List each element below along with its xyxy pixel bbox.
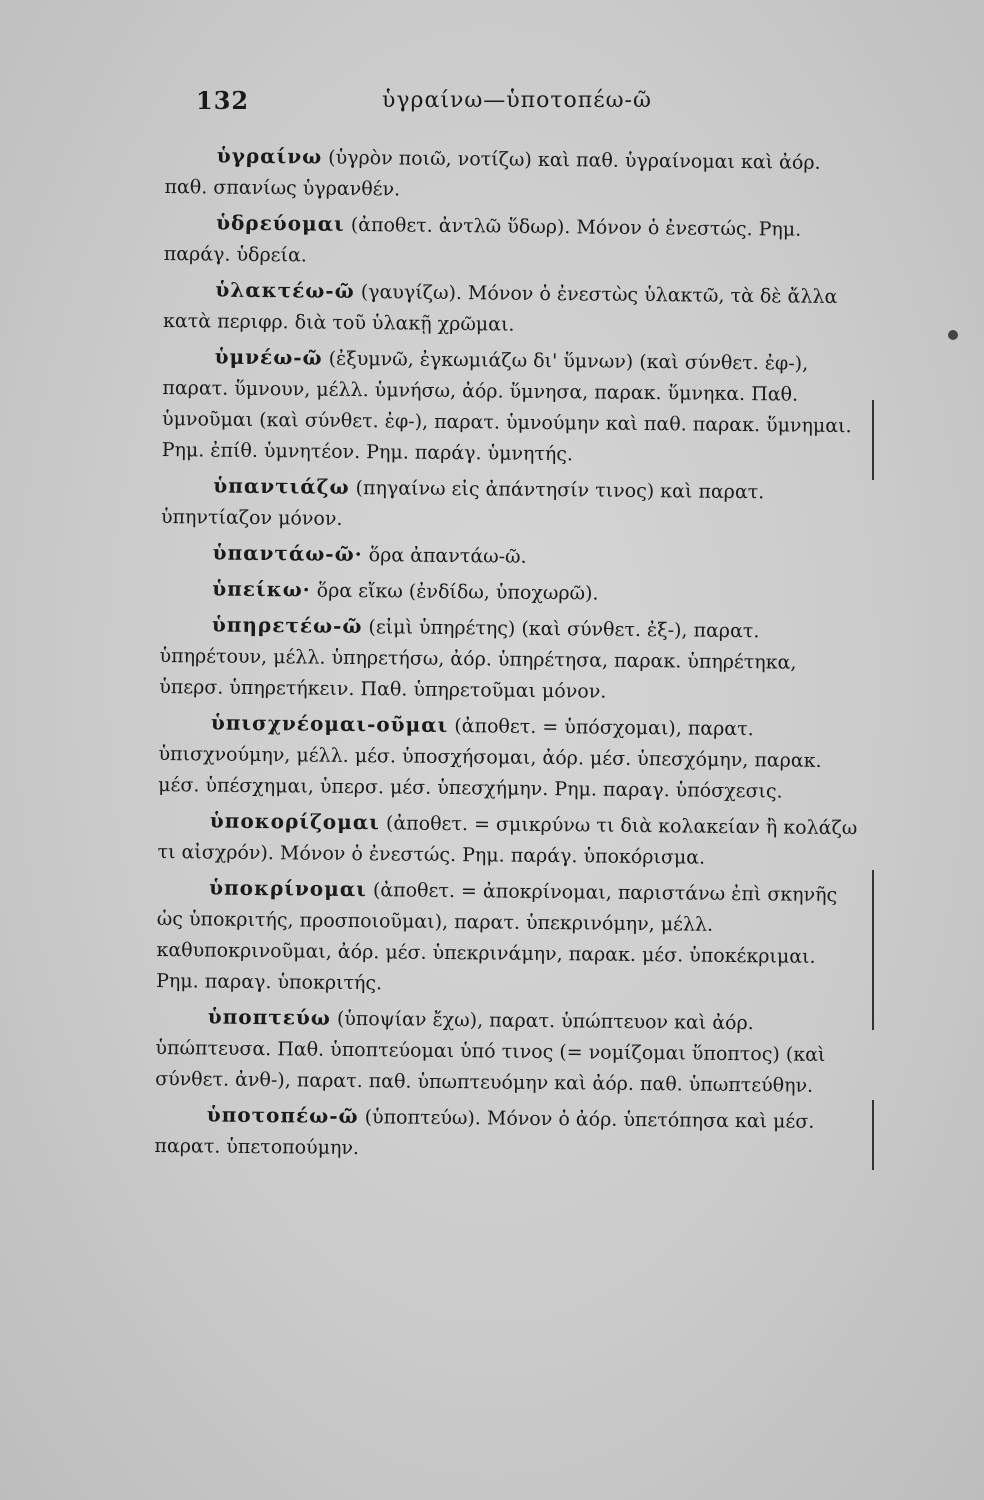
entry-text: (ὑγρὸν ποιῶ, νοτίζω) καὶ παθ. ὑγραίνομαι καὶ ἀόρ. παθ. σπανίως ὑγρανθέν.: [164, 146, 821, 201]
dictionary-entry: [154, 1099, 855, 1169]
entry-text: (πηγαίνω εἰς ἀπάντησίν τινος) καὶ παρατ. ὑπηντίαζον μόνον.: [160, 477, 765, 530]
headword: ὑμνέω-ῶ: [214, 344, 323, 370]
headword: ὑποτοπέω-ῶ: [206, 1102, 359, 1129]
entry-text: (ἀποθετ. ἀντλῶ ὕδωρ). Μόνον ὁ ἐνεστώς. Ρημ. παράγ. ὑδρεία.: [163, 213, 802, 267]
dictionary-entry: [164, 207, 865, 277]
dictionary-entry: [160, 573, 860, 612]
dictionary-body: [154, 140, 865, 1173]
headword: ὑπαντάω-ῶ·: [212, 540, 363, 567]
entry-text: ὅρα ἀπαντάω-ῶ.: [368, 544, 527, 568]
dictionary-entry: [156, 872, 857, 1004]
margin-rule: [872, 870, 874, 1030]
dictionary-entry: [157, 805, 858, 875]
margin-rule: [872, 400, 874, 480]
dictionary-entry: [161, 537, 861, 576]
entry-text: (ὑποψίαν ἔχω), παρατ. ὑπώπτευον καὶ ἀόρ. ὑπώπτευσα. Παθ. ὑποπτεύομαι ὑπό τινος (= νομίζομαι ὕποπτος) (καὶ σύνθετ. ἀνθ-), παρατ. παθ. ὑπωπτευόμην καὶ ἀόρ. παθ. ὑπωπτεύθην.: [155, 1007, 826, 1097]
entry-text: (εἰμὶ ὑπηρέτης) (καὶ σύνθετ. ἐξ-), παρατ. ὑπηρέτουν, μέλλ. ὑπηρετήσω, ἀόρ. ὑπηρέτησα, παρακ. ὑπηρέτηκα, ὑπερσ. ὑπηρετήκειν. Παθ. ὑπηρετοῦμαι μόνον.: [159, 616, 797, 703]
headword: ὑποκρίνομαι: [209, 875, 368, 902]
headword: ὑπαντιάζω: [213, 473, 350, 499]
entry-text: (ἀποθετ. = ὑπόσχομαι), παρατ. ὑπισχνούμην, μέλλ. μέσ. ὑποσχήσομαι, ἀόρ. μέσ. ὑπεσχόμην, παρακ. μέσ. ὑπέσχημαι, ὑπερσ. μέσ. ὑπεσχήμην. Ρημ. παραγ. ὑπόσχεσις.: [158, 715, 822, 803]
entry-text: (ἀποθετ. = ἀποκρίνομαι, παριστάνω ἐπὶ σκηνῆς ὡς ὑποκριτής, προσποιοῦμαι), παρατ. ὑπεκρινόμην, μέλλ. καθυποκρινοῦμαι, ἀόρ. μέσ. ὑπεκρινάμην, παρακ. μέσ. ὑποκέκριμαι. Ρημ. παραγ. ὑποκριτής.: [156, 879, 838, 995]
entry-text: (ἀποθετ. = σμικρύνω τι διὰ κολακείαν ἢ κολάζω τι αἰσχρόν). Μόνον ὁ ἐνεστώς. Ρημ. παράγ. ὑποκόρισμα.: [157, 812, 858, 869]
page-number: 132: [196, 86, 250, 115]
entry-text: (ἐξυμνῶ, ἐγκωμιάζω δι' ὕμνων) (καὶ σύνθετ. ἐφ-), παρατ. ὕμνουν, μέλλ. ὑμνήσω, ἀόρ. ὕμνησα, παρακ. ὕμνηκα. Παθ. ὑμνοῦμαι (καὶ σύνθετ. ἐφ-), παρατ. ὑμνούμην καὶ παθ. παρακ. ὕμνημαι. Ρημ. ἐπίθ. ὑμνητέον. Ρημ. παράγ. ὑμνητής.: [161, 347, 852, 466]
headword: ὑδρεύομαι: [216, 210, 345, 236]
headword: ὑλακτέω-ῶ: [215, 277, 355, 303]
entry-text: (ὑποπτεύω). Μόνον ὁ ἀόρ. ὑπετόπησα καὶ μέσ. παρατ. ὑπετοπούμην.: [154, 1106, 815, 1160]
entry-text: ὅρα εἴκω (ἐνδίδω, ὑποχωρῶ).: [316, 579, 599, 605]
dictionary-entry: [158, 707, 859, 808]
running-head: ὑγραίνω—ὑποτοπέω-ῶ: [382, 88, 652, 113]
headword: ὑποπτεύω: [207, 1004, 331, 1030]
dictionary-entry: [162, 341, 863, 473]
dictionary-entry: [159, 609, 860, 710]
headword: ὑπείκω·: [212, 576, 311, 602]
entry-text: (γαυγίζω). Μόνον ὁ ἐνεστὼς ὑλακτῶ, τὰ δὲ ἄλλα κατὰ περιφρ. διὰ τοῦ ὑλακῇ χρῶμαι.: [162, 281, 838, 336]
headword: ὑγραίνω: [216, 143, 323, 169]
dictionary-entry: [164, 140, 865, 210]
ink-spot: [948, 330, 958, 340]
dictionary-entry: [163, 274, 864, 344]
margin-rule: [872, 1100, 874, 1170]
dictionary-entry: [155, 1001, 856, 1102]
headword: ὑποκορίζομαι: [209, 808, 381, 835]
dictionary-entry: [161, 470, 862, 540]
headword: ὑπισχνέομαι-οῦμαι: [210, 710, 449, 737]
headword: ὑπηρετέω-ῶ: [211, 612, 363, 639]
page-header: [196, 86, 716, 126]
